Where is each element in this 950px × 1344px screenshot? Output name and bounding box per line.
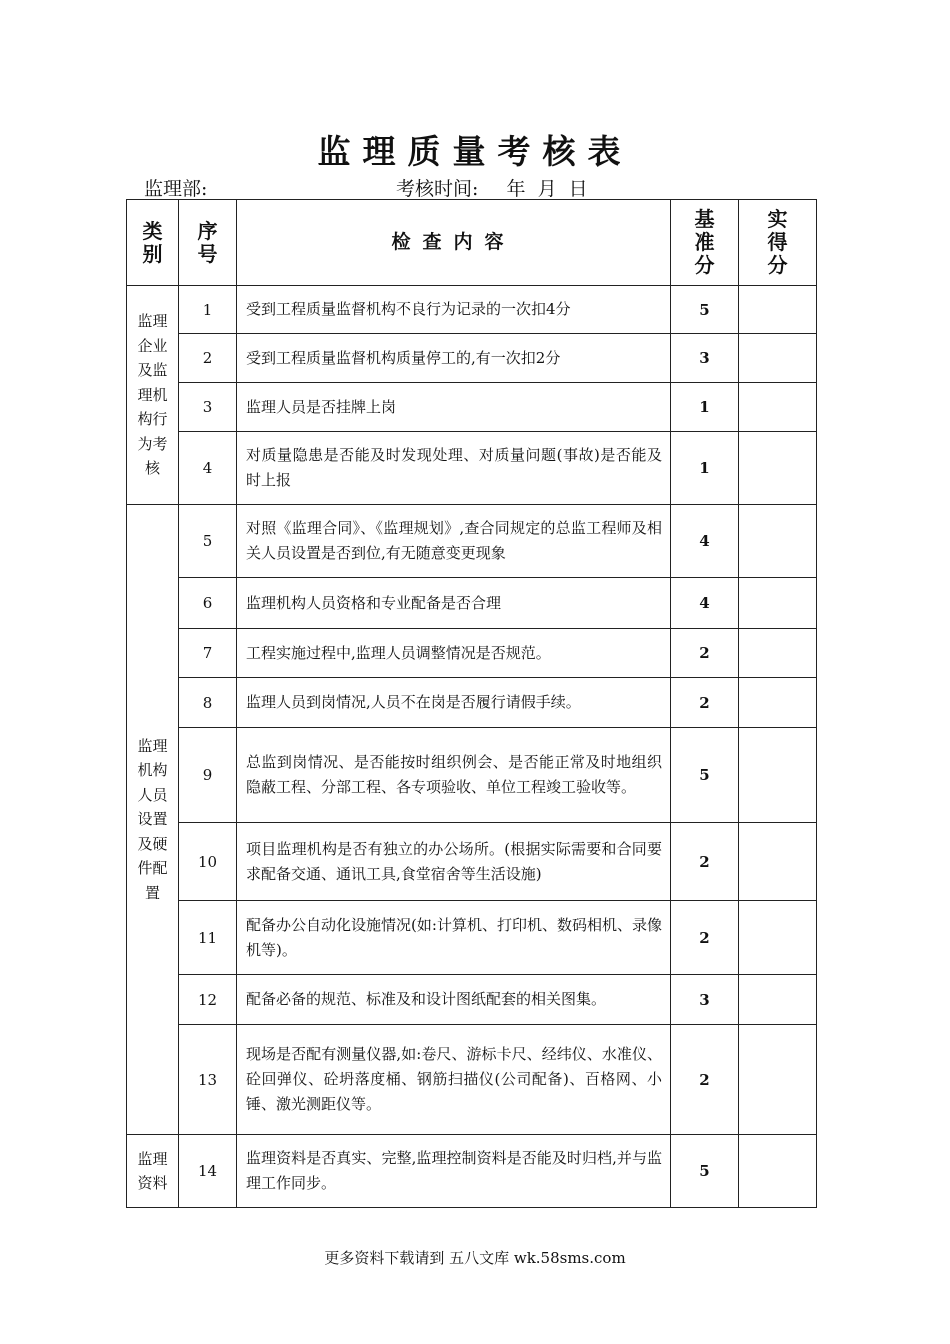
table-row: [127, 578, 817, 629]
base-score-cell: 1: [671, 383, 739, 432]
month-label: 月: [537, 178, 557, 200]
content-cell: 对质量隐患是否能及时发现处理、对质量问题(事故)是否能及时上报: [237, 432, 671, 505]
actual-score-cell[interactable]: [739, 678, 817, 728]
base-score-cell: 2: [671, 678, 739, 728]
time-label: 考核时间:: [396, 178, 479, 200]
base-score-cell: 5: [671, 1135, 739, 1208]
table-row: [127, 901, 817, 975]
seq-cell: 10: [179, 823, 237, 901]
header-row: [127, 200, 817, 286]
actual-score-cell[interactable]: [739, 728, 817, 823]
actual-score-cell[interactable]: [739, 629, 817, 678]
table-row: [127, 505, 817, 578]
actual-score-cell[interactable]: [739, 1025, 817, 1135]
seq-cell: 12: [179, 975, 237, 1025]
seq-cell: 8: [179, 678, 237, 728]
seq-cell: 4: [179, 432, 237, 505]
content-cell: 现场是否配有测量仪器,如:卷尺、游标卡尺、经纬仪、水准仪、砼回弹仪、砼坍落度桶、钢筋扫描仪(公司配备)、百格网、小锤、激光测距仪等。: [237, 1025, 671, 1135]
header-content: 检查内容: [237, 200, 671, 286]
assessment-time: [396, 174, 588, 201]
seq-cell: 9: [179, 728, 237, 823]
content-cell: 监理资料是否真实、完整,监理控制资料是否能及时归档,并与监理工作同步。: [237, 1135, 671, 1208]
table-row: [127, 432, 817, 505]
base-score-cell: 4: [671, 505, 739, 578]
base-score-cell: 2: [671, 1025, 739, 1135]
header-category: 类别: [127, 200, 179, 286]
header-actual-score: 实得分: [739, 200, 817, 286]
content-cell: 对照《监理合同》、《监理规划》,查合同规定的总监工程师及相关人员设置是否到位,有无随意变更现象: [237, 505, 671, 578]
actual-score-cell[interactable]: [739, 1135, 817, 1208]
actual-score-cell[interactable]: [739, 432, 817, 505]
base-score-cell: 5: [671, 728, 739, 823]
table-row: [127, 1025, 817, 1135]
category-cell: 监理资料: [127, 1135, 179, 1208]
content-cell: 监理人员是否挂牌上岗: [237, 383, 671, 432]
content-cell: 受到工程质量监督机构质量停工的,有一次扣2分: [237, 334, 671, 383]
year-label: 年: [506, 178, 526, 200]
seq-cell: 14: [179, 1135, 237, 1208]
seq-cell: 13: [179, 1025, 237, 1135]
seq-cell: 6: [179, 578, 237, 629]
document-title: 监理质量考核表: [317, 132, 633, 171]
actual-score-cell[interactable]: [739, 975, 817, 1025]
content-cell: 配备必备的规范、标准及和设计图纸配套的相关图集。: [237, 975, 671, 1025]
actual-score-cell[interactable]: [739, 901, 817, 975]
table-row: [127, 286, 817, 334]
base-score-cell: 1: [671, 432, 739, 505]
table-row: [127, 629, 817, 678]
table-row: [127, 334, 817, 383]
actual-score-cell[interactable]: [739, 578, 817, 629]
table-row: [127, 678, 817, 728]
actual-score-cell[interactable]: [739, 823, 817, 901]
actual-score-cell[interactable]: [739, 286, 817, 334]
table-row: [127, 728, 817, 823]
base-score-cell: 3: [671, 975, 739, 1025]
seq-cell: 11: [179, 901, 237, 975]
day-label: 日: [568, 178, 588, 200]
base-score-cell: 2: [671, 901, 739, 975]
category-cell: 监理机构人员设置及硬件配置: [127, 505, 179, 1135]
content-cell: 工程实施过程中,监理人员调整情况是否规范。: [237, 629, 671, 678]
category-cell: 监理企业及监理机构行为考核: [127, 286, 179, 505]
seq-cell: 5: [179, 505, 237, 578]
table-row: [127, 823, 817, 901]
content-cell: 配备办公自动化设施情况(如:计算机、打印机、数码相机、录像机等)。: [237, 901, 671, 975]
table-row: [127, 975, 817, 1025]
content-cell: 监理机构人员资格和专业配备是否合理: [237, 578, 671, 629]
actual-score-cell[interactable]: [739, 383, 817, 432]
actual-score-cell[interactable]: [739, 334, 817, 383]
assessment-table: [126, 199, 817, 1208]
table-row: [127, 383, 817, 432]
content-cell: 项目监理机构是否有独立的办公场所。(根据实际需要和合同要求配备交通、通讯工具,食堂宿舍等生活设施): [237, 823, 671, 901]
header-base-score: 基准分: [671, 200, 739, 286]
content-cell: 总监到岗情况、是否能按时组织例会、是否能正常及时地组织隐蔽工程、分部工程、各专项验收、单位工程竣工验收等。: [237, 728, 671, 823]
header-seq: 序号: [179, 200, 237, 286]
footer-download-note: 更多资料下载请到 五八文库 wk.58sms.com: [324, 1249, 626, 1267]
base-score-cell: 5: [671, 286, 739, 334]
seq-cell: 1: [179, 286, 237, 334]
content-cell: 受到工程质量监督机构不良行为记录的一次扣4分: [237, 286, 671, 334]
dept-label: 监理部:: [144, 178, 208, 200]
actual-score-cell[interactable]: [739, 505, 817, 578]
table-row: [127, 1135, 817, 1208]
content-cell: 监理人员到岗情况,人员不在岗是否履行请假手续。: [237, 678, 671, 728]
seq-cell: 2: [179, 334, 237, 383]
base-score-cell: 3: [671, 334, 739, 383]
seq-cell: 3: [179, 383, 237, 432]
base-score-cell: 4: [671, 578, 739, 629]
seq-cell: 7: [179, 629, 237, 678]
base-score-cell: 2: [671, 823, 739, 901]
base-score-cell: 2: [671, 629, 739, 678]
